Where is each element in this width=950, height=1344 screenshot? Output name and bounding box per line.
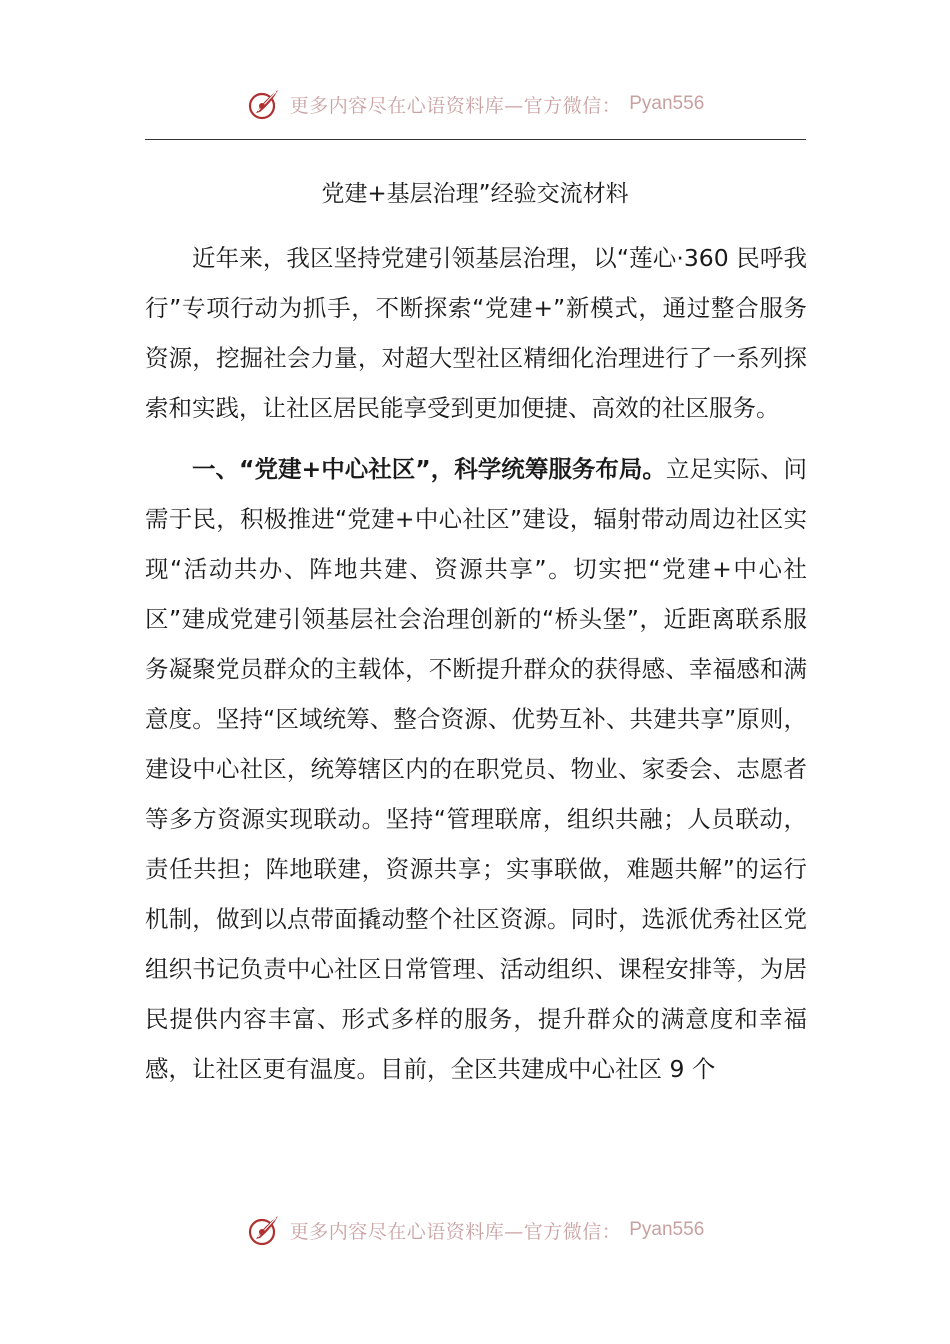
watermark-text: 更多内容尽在心语资料库—官方微信： bbox=[289, 94, 622, 117]
header-watermark-banner bbox=[0, 82, 950, 126]
document-title: 党建+基层治理”经验交流材料 bbox=[321, 181, 629, 207]
section-1-heading: 一、“党建+中心社区”，科学统筹服务布局。 bbox=[192, 455, 666, 483]
section-1-paragraph bbox=[145, 444, 807, 1094]
feather-pen-logo-icon bbox=[246, 1212, 282, 1248]
intro-paragraph: 近年来，我区坚持党建引领基层治理，以“莲心·360 民呼我行”专项行动为抓手，不断探索“党建+”新模式，通过整合服务资源，挖掘社会力量，对超大型社区精细化治理进行了一系列探索和实践，让社区居民能享受到更加便捷、高效的社区服务。 bbox=[145, 244, 807, 422]
wechat-id: Pyan556 bbox=[629, 1219, 705, 1240]
document-body bbox=[145, 233, 807, 1094]
watermark-text: 更多内容尽在心语资料库—官方微信： bbox=[289, 1220, 622, 1243]
feather-pen-logo-icon bbox=[246, 86, 282, 122]
header-divider bbox=[145, 139, 806, 140]
wechat-id: Pyan556 bbox=[629, 93, 705, 114]
section-1-body: 立足实际、问需于民，积极推进“党建+中心社区”建设，辐射带动周边社区实现“活动共办、阵地共建、资源共享”。切实把“党建+中心社区”建成党建引领基层社会治理创新的“桥头堡”，近距离联系服务凝聚党员群众的主载体，不断提升群众的获得感、幸福感和满意度。坚持“区域统筹、整合资源、优势互补、共建共享”原则，建设中心社区，统筹辖区内的在职党员、物业、家委会、志愿者等多方资源实现联动。坚持“管理联席，组织共融；人员联动，责任共担；阵地联建，资源共享；实事联做，难题共解”的运行机制，做到以点带面撬动整个社区资源。同时，选派优秀社区党组织书记负责中心社区日常管理、活动组织、课程安排等，为居民提供内容丰富、形式多样的服务，提升群众的满意度和幸福感，让社区更有温度。目前，全区共建成中心社区 9 个 bbox=[145, 455, 807, 1083]
footer-watermark-banner bbox=[0, 1208, 950, 1252]
